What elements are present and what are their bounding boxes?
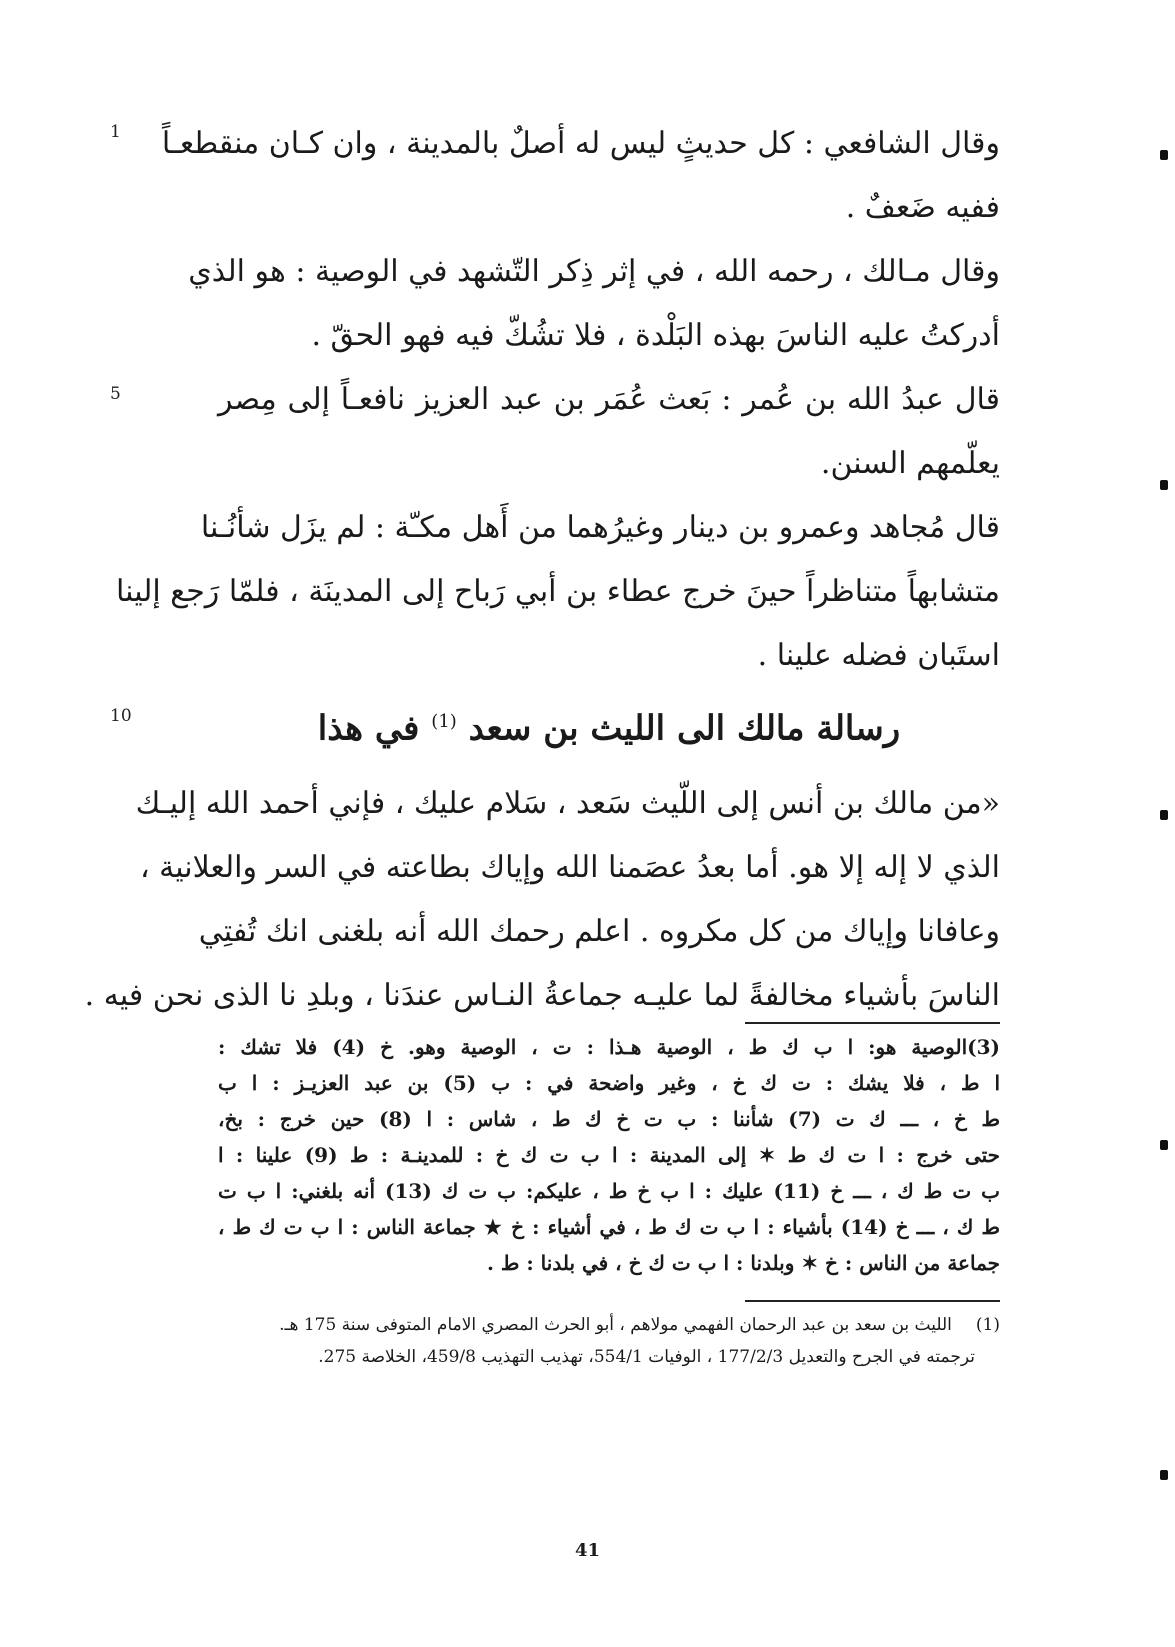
heading-tail: في هذا	[317, 708, 420, 749]
body-line-7: قال مُجاهد وعمرو بن دينار وغيرُهما من أَهل مكـّة : لم يزَل شأنُـنا	[200, 510, 1000, 545]
body-line-1: وقال الشافعي : كل حديثٍ ليس له أصلٌ بالمدينة ، وان كـان منقطعـاً	[161, 126, 1000, 161]
body-line-2: ففيه ضَعفٌ .	[845, 190, 1000, 225]
apparatus-line-5: ب ت ط ك ، ـــ خ (11) عليك : ا ب خ ط ، عليكم: ب ت ك (13) أنه بلغني: ا ب ت	[218, 1179, 1000, 1203]
line-number-10: 10	[110, 706, 132, 726]
apparatus-line-3: ط خ ، ـــ ك ت (7) شأننا : ب ت خ ك ط ، شاس : ا (8) حين خرج : بخ،	[218, 1107, 1000, 1131]
apparatus-line-6: ط ك ، ـــ خ (14) بأشياء : ا ب ت ك ط ، في أشياء : خ ★ جماعة الناس : ا ب ت ك ط ،	[218, 1215, 1000, 1239]
body-line-6: يعلّمهم السنن.	[820, 446, 1000, 481]
page-number: 41	[574, 1540, 601, 1561]
margin-mark	[1160, 1140, 1168, 1150]
margin-mark	[1160, 1470, 1168, 1480]
section-heading	[218, 700, 1000, 750]
footnote-line-2: ترجمته في الجرح والتعديل 177/2/3 ، الوفيات 554/1، تهذيب التهذيب 459/8، الخلاصة 275.	[318, 1347, 975, 1367]
letter-line-1: «من مالك بن أنس إلى اللّيث سَعد ، سَلام عليك ، فإني أحمد الله إليـك	[135, 786, 1000, 821]
body-line-5: قال عبدُ الله بن عُمر : بَعث عُمَر بن عبد العزيز نافعـاً إلى مِصر	[218, 382, 1000, 417]
apparatus-line-4: حتى خرج : ا ت ك ط ✶ إلى المدينة : ا ب ت ك خ : للمدينـة : ط (9) علينا : ا	[218, 1143, 1000, 1167]
heading-text: رسالة مالك الى الليث بن سعد	[468, 708, 901, 749]
apparatus-line-2: ا ط ، فلا يشك : ت ك خ ، وغير واضحة في : ب (5) بن عبد العزيـز : ا ب	[218, 1071, 1000, 1095]
footnote-marker: (1)	[975, 1315, 1000, 1335]
letter-line-3: وعافانا وإياك من كل مكروه . اعلم رحمك الله أنه بلغنى انك تُفتِي	[198, 914, 1000, 949]
body-line-9: استَبان فضله علينا .	[757, 638, 1000, 673]
apparatus-line-7: جماعة من الناس : خ ✶ وبلدنا : ا ب ت ك خ ، في بلدنا : ط .	[486, 1251, 1000, 1275]
letter-line-2: الذي لا إله إلا هو. أما بعدُ عصَمنا الله وإياك بطاعته في السر والعلانية ،	[139, 850, 1000, 885]
body-line-3: وقال مـالك ، رحمه الله ، في إثر ذِكر التّشهد في الوصية : هو الذي	[188, 254, 1000, 289]
letter-line-4: الناسَ بأشياء مخالفةً لما عليـه جماعةُ النـاس عندَنا ، وبلدِ نا الذى نحن فيه .	[84, 978, 1000, 1013]
margin-mark	[1160, 810, 1168, 820]
margin-mark	[1160, 150, 1168, 160]
body-line-8: متشابهاً متناظراً حينَ خرج عطاء بن أبي رَباح إلى المدينَة ، فلمّا رَجع إلينا	[116, 574, 1000, 609]
line-number-1: 1	[110, 122, 121, 142]
body-line-4: أدركتُ عليه الناسَ بهذه البَلْدة ، فلا تشُكّ فيه فهو الحقّ .	[311, 318, 1000, 353]
footnote-rule	[745, 1300, 1000, 1302]
footnote-text-1: الليث بن سعد بن عبد الرحمان الفهمي مولاهم ، أبو الحرث المصري الامام المتوفى سنة 175 هـ.	[279, 1315, 952, 1335]
line-number-5: 5	[110, 384, 121, 404]
margin-mark	[1160, 480, 1168, 490]
heading-footnote-ref: (1)	[431, 711, 457, 732]
footnote-line-1	[200, 1310, 1000, 1340]
apparatus-rule	[745, 1022, 1000, 1024]
apparatus-line-1: (3)الوصية هو: ا ب ك ط ، الوصية هـذا : ت ، الوصية وهو. خ (4) فلا تشك :	[218, 1035, 1000, 1059]
